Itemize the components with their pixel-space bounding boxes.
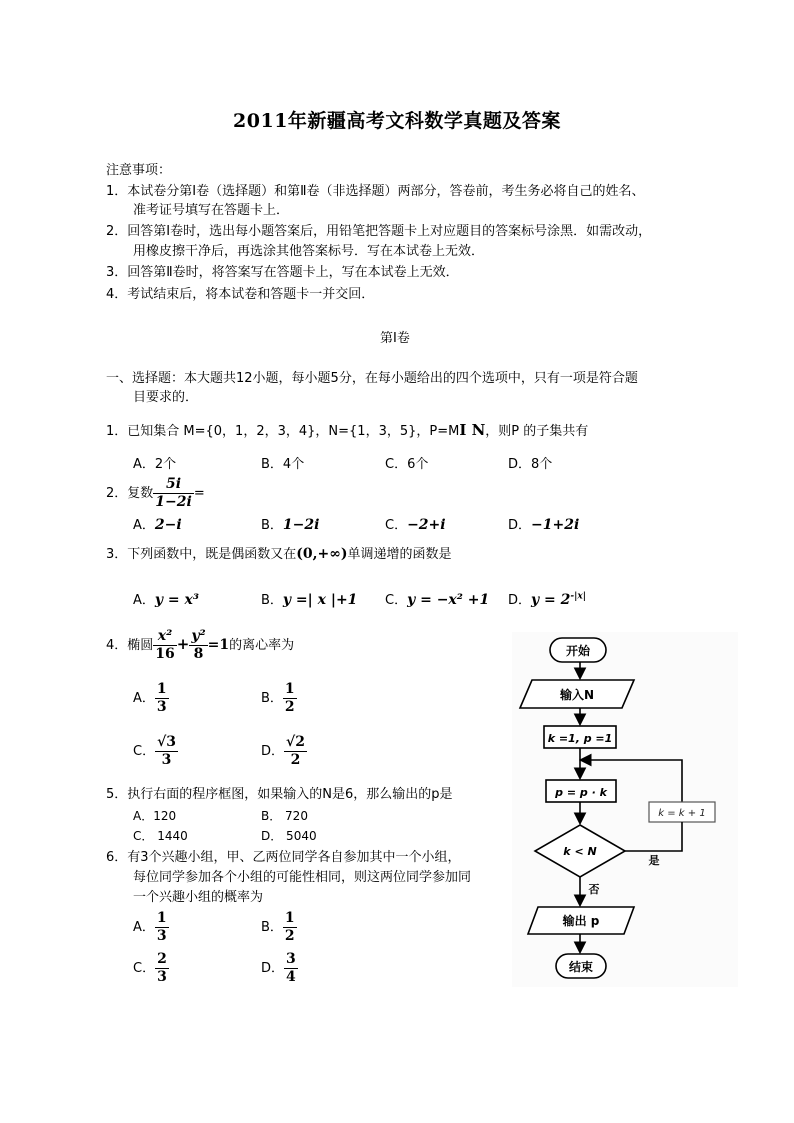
notice-item: 3．回答第Ⅱ卷时，将答案写在答题卡上，写在本试卷上无效． xyxy=(106,265,459,280)
q3-option-a: A．y = x³ xyxy=(133,592,199,608)
q4-option-c: C． $\frac{√3}{3}$ xyxy=(133,734,177,768)
q6-option-a: A． $\frac{1}{3}$ xyxy=(133,910,167,944)
question-6-stem-cont: 每位同学参加各个小组的可能性相同，则这两位同学参加同 xyxy=(133,870,472,885)
q2-option-b: B．1−2i xyxy=(261,517,320,533)
q6-option-b: B． $\frac{1}{2}$ xyxy=(261,910,295,944)
notice-item: 2．回答第Ⅰ卷时，选出每小题答案后，用铅笔把答题卡上对应题目的答案标号涂黑．如需改动， xyxy=(106,224,652,239)
q1-option-a: A．2个 xyxy=(133,457,177,472)
flow-init-label: k =1, p =1 xyxy=(547,732,613,745)
q4-option-b: B． $\frac{1}{2}$ xyxy=(261,681,295,715)
question-5-stem: 5．执行右面的程序框图，如果输入的N是6，那么输出的p是 xyxy=(106,787,453,802)
section-heading: 一、选择题：本大题共12小题，每小题5分，在每小题给出的四个选项中，只有一项是符合题 xyxy=(106,371,638,386)
question-2-stem: 2．复数 $\frac{5i}{1-2i}$ = xyxy=(106,476,205,510)
flow-output-label: 输出 p xyxy=(562,914,600,928)
notice-item: 用橡皮擦干净后，再选涂其他答案标号．写在本试卷上无效． xyxy=(133,244,485,259)
q6-option-c: C． $\frac{2}{3}$ xyxy=(133,951,167,985)
page-title: 2011年新疆高考文科数学真题及答案 xyxy=(233,110,561,132)
part-title: 第Ⅰ卷 xyxy=(380,331,410,346)
q5-option-d: D． 5040 xyxy=(261,829,317,843)
q3-option-d: D．$y = 2^{-|x|}$ xyxy=(508,591,587,608)
flow-decision-label: k < N xyxy=(563,845,597,858)
flow-end-label: 结束 xyxy=(568,960,594,974)
q3-option-b: B．y =| x |+1 xyxy=(261,592,358,608)
question-3-stem: 3．下列函数中，既是偶函数又在(0,+∞)单调递增的函数是 xyxy=(106,546,452,562)
flow-start-label: 开始 xyxy=(565,644,591,658)
flow-compute-label: p = p · k xyxy=(555,786,607,799)
section-heading-cont: 目要求的． xyxy=(133,390,199,405)
q1-option-c: C．6个 xyxy=(385,457,429,472)
notice-item: 1．本试卷分第Ⅰ卷（选择题）和第Ⅱ卷（非选择题）两部分，答卷前，考生务必将自己的姓名、 xyxy=(106,184,645,199)
q5-option-b: B． 720 xyxy=(261,809,308,823)
flow-no-label: 否 xyxy=(588,883,600,896)
q5-option-c: C． 1440 xyxy=(133,829,188,843)
q2-option-d: D．−1+2i xyxy=(508,517,580,533)
flow-increment-label: k = k + 1 xyxy=(658,808,706,819)
notice-heading: 注意事项： xyxy=(106,163,172,178)
q5-option-a: A．120 xyxy=(133,809,177,823)
q4-option-d: D． $\frac{√2}{2}$ xyxy=(261,734,305,768)
question-6-stem-cont: 一个兴趣小组的概率为 xyxy=(133,890,264,905)
q6-option-d: D． $\frac{3}{4}$ xyxy=(261,951,296,985)
flow-input-label: 输入N xyxy=(559,688,595,702)
q1-option-b: B．4个 xyxy=(261,457,305,472)
notice-item: 4．考试结束后，将本试卷和答题卡一并交回． xyxy=(106,287,375,302)
q2-option-a: A．2−i xyxy=(133,517,182,533)
notice-item: 准考证号填写在答题卡上． xyxy=(133,203,290,218)
question-1-stem: 1．已知集合 M={0，1，2，3，4}，N={1，3，5}，P=MI N，则P 的子集共有 xyxy=(106,421,589,439)
program-flowchart xyxy=(512,632,738,987)
q4-option-a: A． $\frac{1}{3}$ xyxy=(133,681,167,715)
q3-option-c: C．y = −x² +1 xyxy=(385,592,490,608)
question-6-stem: 6．有3个兴趣小组，甲、乙两位同学各自参加其中一个小组， xyxy=(106,850,461,865)
flow-yes-label: 是 xyxy=(648,854,660,867)
question-4-stem: 4．椭圆 $\frac{\text{x²}}{16}$ + $\frac{\text{y²}}{8}$ =1的离心率为 xyxy=(106,628,295,662)
q1-option-d: D．8个 xyxy=(508,457,553,472)
q2-option-c: C．−2+i xyxy=(385,517,446,533)
